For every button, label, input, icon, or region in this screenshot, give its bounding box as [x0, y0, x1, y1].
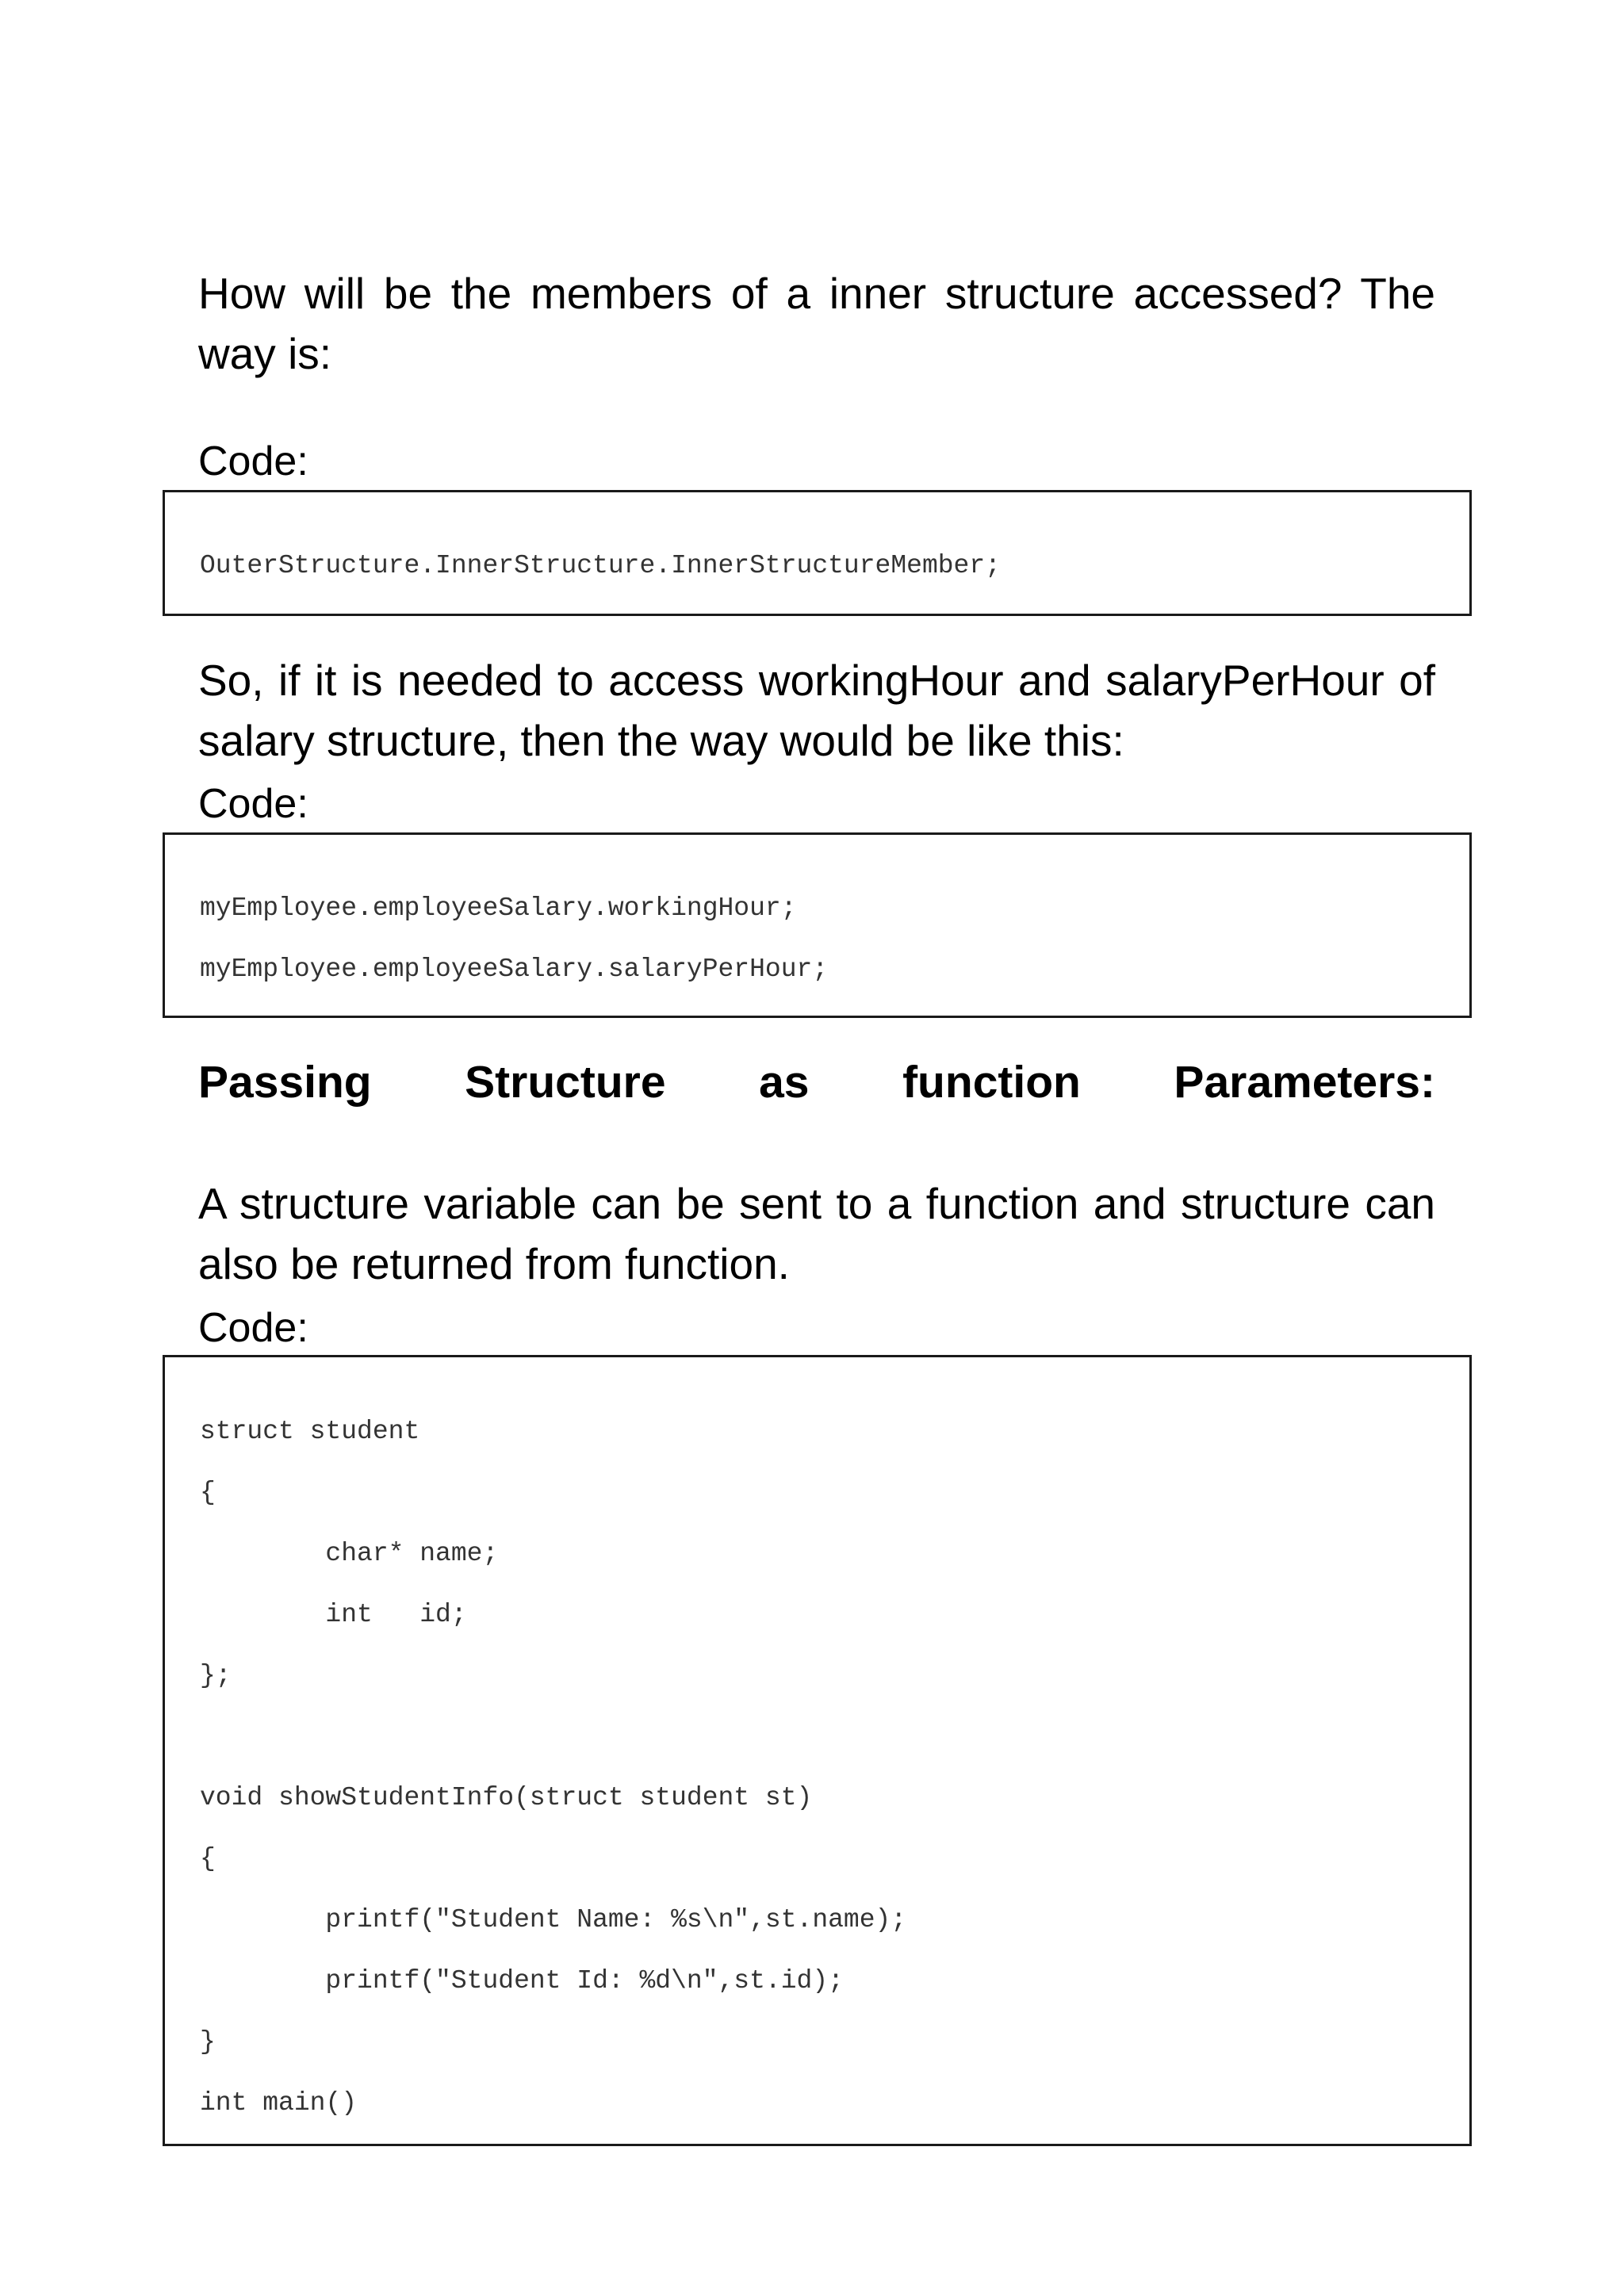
- code-line: void showStudentInfo(struct student st): [200, 1783, 813, 1812]
- code-line: printf("Student Id: %d\n",st.id);: [200, 1966, 844, 1996]
- heading-word: Parameters:: [1174, 1057, 1435, 1108]
- paragraph-inner-structure-access: How will be the members of a inner structure accessed? The way is:: [198, 269, 1435, 378]
- paragraph-structure-function: A structure variable can be sent to a function and structure can also be returned from function.: [198, 1179, 1435, 1288]
- code-label-2: Code:: [198, 781, 308, 827]
- heading-word: Passing: [198, 1057, 372, 1108]
- heading-word: Structure: [465, 1057, 666, 1108]
- code-block-2: [163, 832, 1472, 1018]
- code-line: {: [200, 1844, 216, 1873]
- code-line: myEmployee.employeeSalary.salaryPerHour;: [200, 955, 829, 984]
- section-heading: [198, 1054, 1435, 1110]
- code-line: myEmployee.employeeSalary.workingHour;: [200, 894, 797, 923]
- code-line: {: [200, 1478, 216, 1507]
- code-line: OuterStructure.InnerStructure.InnerStructureMember;: [200, 551, 1001, 580]
- code-label-1: Code:: [198, 438, 308, 484]
- code-line: }: [200, 2027, 216, 2057]
- code-line: struct student: [200, 1417, 420, 1446]
- code-line: };: [200, 1661, 232, 1690]
- code-line: char* name;: [200, 1539, 499, 1568]
- code-label-3: Code:: [198, 1305, 308, 1351]
- code-line: printf("Student Name: %s\n",st.name);: [200, 1905, 907, 1934]
- code-block-3: [163, 1355, 1472, 2146]
- heading-word: function: [902, 1057, 1081, 1108]
- heading-word: as: [759, 1057, 810, 1108]
- code-block-1: [163, 490, 1472, 616]
- paragraph-salary-access: So, if it is needed to access workingHour and salaryPerHour of salary structure, then the way would be like this:: [198, 656, 1435, 765]
- code-line: int main(): [200, 2088, 358, 2118]
- code-line: int id;: [200, 1600, 467, 1629]
